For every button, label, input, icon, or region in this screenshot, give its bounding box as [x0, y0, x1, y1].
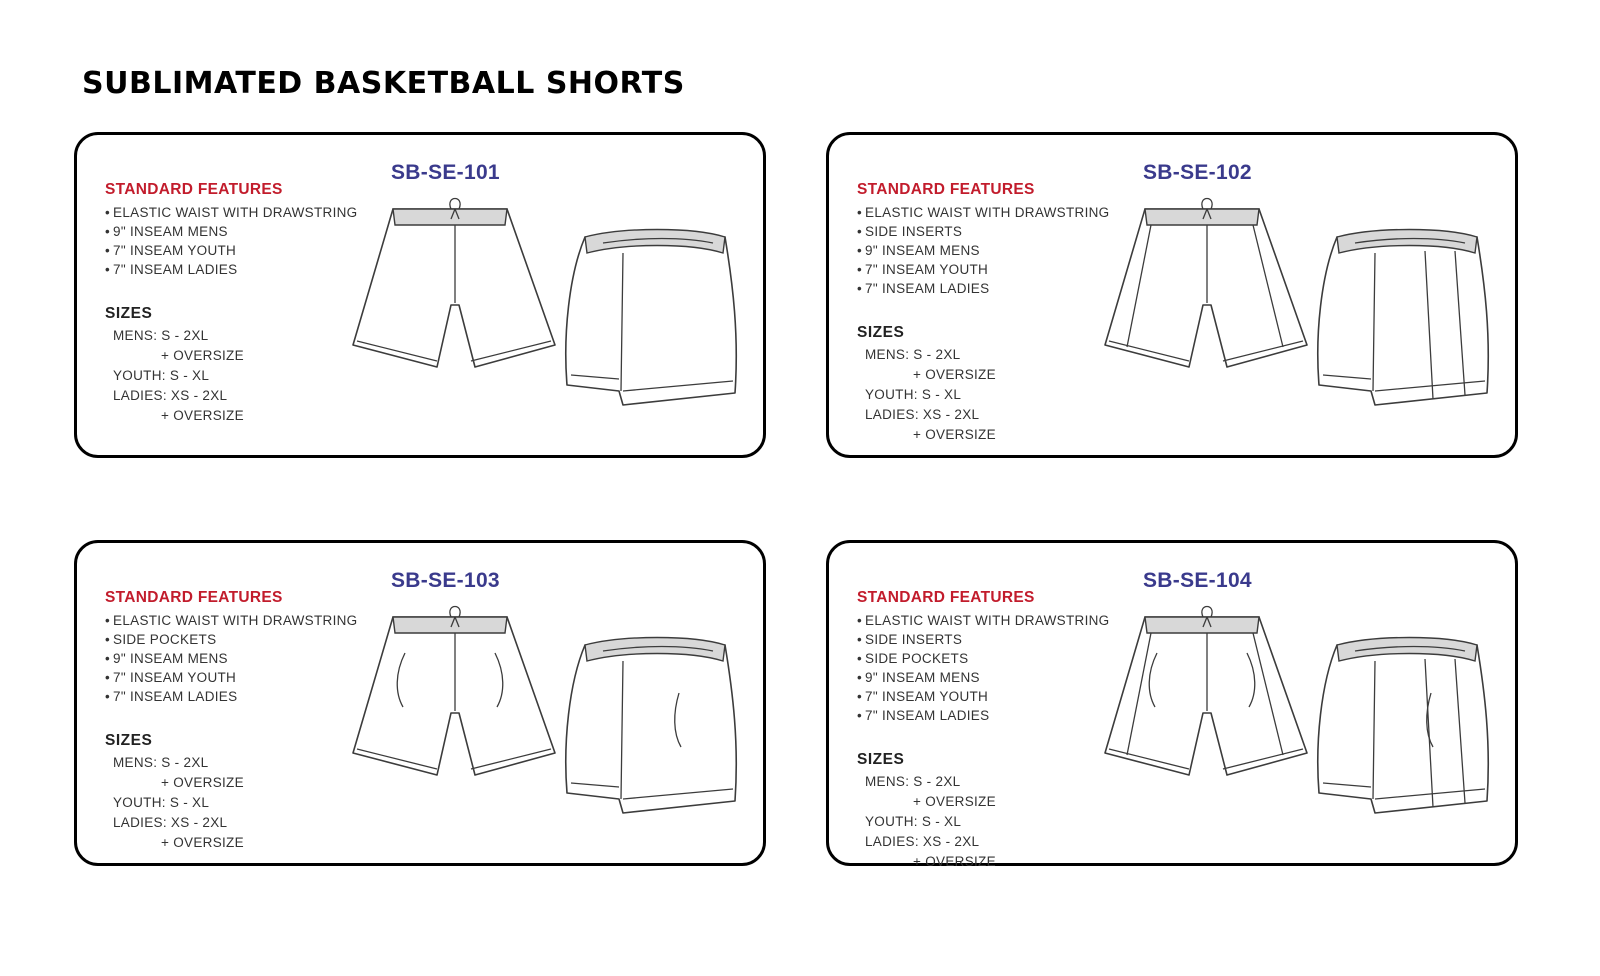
bullet-icon: •: [105, 224, 111, 239]
feature-item: [105, 203, 375, 222]
product-card-sb-se-104: [826, 540, 1518, 869]
shorts-front-illustration: [1097, 603, 1317, 793]
bullet-icon: •: [105, 689, 111, 704]
size-youth: YOUTH: S - XL: [865, 814, 962, 829]
bullet-icon: •: [105, 632, 111, 647]
bullet-icon: •: [857, 670, 863, 685]
size-mens-extra: + OVERSIZE: [161, 775, 244, 790]
size-youth: YOUTH: S - XL: [113, 368, 210, 383]
features-heading: STANDARD FEATURES: [857, 589, 1035, 606]
bullet-icon: •: [105, 670, 111, 685]
sizes-list: [857, 772, 1127, 872]
shorts-side-illustration: [563, 215, 743, 415]
product-info: [105, 181, 375, 426]
feature-text: 9" INSEAM MENS: [865, 670, 980, 685]
size-youth: YOUTH: S - XL: [113, 795, 210, 810]
feature-text: 9" INSEAM MENS: [113, 224, 228, 239]
size-ladies-extra: + OVERSIZE: [161, 835, 244, 850]
size-ladies-extra: + OVERSIZE: [913, 427, 996, 442]
feature-item: [105, 668, 375, 687]
shorts-side-illustration: [563, 623, 743, 823]
feature-item: [857, 630, 1127, 649]
features-list: [105, 203, 375, 279]
product-card-sb-se-101: [74, 132, 766, 458]
features-heading: STANDARD FEATURES: [857, 181, 1035, 198]
size-mens-extra: + OVERSIZE: [913, 367, 996, 382]
product-info: [857, 181, 1127, 445]
size-mens: MENS: S - 2XL: [865, 347, 961, 362]
feature-text: ELASTIC WAIST WITH DRAWSTRING: [113, 613, 358, 628]
product-info: [105, 589, 375, 853]
feature-item: [857, 279, 1127, 298]
feature-text: SIDE INSERTS: [865, 224, 963, 239]
features-list: [857, 203, 1127, 298]
shorts-side-illustration: [1315, 623, 1495, 823]
size-youth: YOUTH: S - XL: [865, 387, 962, 402]
feature-item: [857, 649, 1127, 668]
feature-item: [105, 611, 375, 630]
bullet-icon: •: [105, 651, 111, 666]
feature-item: [857, 222, 1127, 241]
sizes-heading: SIZES: [105, 305, 153, 322]
feature-text: 9" INSEAM MENS: [113, 651, 228, 666]
size-ladies: LADIES: XS - 2XL: [865, 407, 980, 422]
feature-item: [857, 203, 1127, 222]
feature-item: [857, 260, 1127, 279]
page-title: SUBLIMATED BASKETBALL SHORTS: [82, 66, 685, 101]
feature-text: 7" INSEAM LADIES: [113, 262, 238, 277]
feature-item: [105, 222, 375, 241]
model-code: SB-SE-103: [391, 569, 500, 592]
bullet-icon: •: [857, 205, 863, 220]
shorts-front-illustration: [1097, 195, 1317, 385]
size-mens: MENS: S - 2XL: [113, 328, 209, 343]
feature-text: SIDE POCKETS: [113, 632, 217, 647]
model-code: SB-SE-104: [1143, 569, 1252, 592]
size-mens-extra: + OVERSIZE: [913, 794, 996, 809]
feature-text: 7" INSEAM LADIES: [113, 689, 238, 704]
bullet-icon: •: [105, 613, 111, 628]
model-code: SB-SE-101: [391, 161, 500, 184]
bullet-icon: •: [857, 224, 863, 239]
bullet-icon: •: [857, 262, 863, 277]
feature-item: [105, 687, 375, 706]
feature-text: SIDE POCKETS: [865, 651, 969, 666]
feature-item: [857, 611, 1127, 630]
features-list: [857, 611, 1127, 725]
size-mens: MENS: S - 2XL: [865, 774, 961, 789]
feature-text: 7" INSEAM LADIES: [865, 281, 990, 296]
size-mens: MENS: S - 2XL: [113, 755, 209, 770]
feature-item: [857, 241, 1127, 260]
product-info: [857, 589, 1127, 872]
feature-text: ELASTIC WAIST WITH DRAWSTRING: [113, 205, 358, 220]
sizes-list: [105, 326, 375, 426]
feature-item: [857, 687, 1127, 706]
feature-text: 7" INSEAM YOUTH: [865, 689, 989, 704]
bullet-icon: •: [105, 262, 111, 277]
feature-text: ELASTIC WAIST WITH DRAWSTRING: [865, 613, 1110, 628]
product-card-sb-se-102: [826, 132, 1518, 458]
bullet-icon: •: [105, 205, 111, 220]
sizes-heading: SIZES: [857, 751, 905, 768]
feature-item: [857, 706, 1127, 725]
size-ladies: LADIES: XS - 2XL: [865, 834, 980, 849]
size-ladies-extra: + OVERSIZE: [913, 854, 996, 869]
features-heading: STANDARD FEATURES: [105, 589, 283, 606]
size-ladies-extra: + OVERSIZE: [161, 408, 244, 423]
bullet-icon: •: [857, 613, 863, 628]
sizes-heading: SIZES: [105, 732, 153, 749]
feature-item: [105, 241, 375, 260]
bullet-icon: •: [857, 708, 863, 723]
feature-text: ELASTIC WAIST WITH DRAWSTRING: [865, 205, 1110, 220]
bullet-icon: •: [857, 281, 863, 296]
feature-item: [105, 260, 375, 279]
size-ladies: LADIES: XS - 2XL: [113, 815, 228, 830]
sizes-heading: SIZES: [857, 324, 905, 341]
feature-text: SIDE INSERTS: [865, 632, 963, 647]
product-card-sb-se-103: [74, 540, 766, 866]
bullet-icon: •: [857, 243, 863, 258]
features-heading: STANDARD FEATURES: [105, 181, 283, 198]
bullet-icon: •: [857, 632, 863, 647]
feature-item: [857, 668, 1127, 687]
feature-text: 9" INSEAM MENS: [865, 243, 980, 258]
features-list: [105, 611, 375, 706]
model-code: SB-SE-102: [1143, 161, 1252, 184]
feature-text: 7" INSEAM YOUTH: [113, 243, 237, 258]
bullet-icon: •: [105, 243, 111, 258]
bullet-icon: •: [857, 689, 863, 704]
feature-text: 7" INSEAM YOUTH: [113, 670, 237, 685]
sizes-list: [105, 753, 375, 853]
shorts-side-illustration: [1315, 215, 1495, 415]
size-mens-extra: + OVERSIZE: [161, 348, 244, 363]
feature-item: [105, 630, 375, 649]
feature-text: 7" INSEAM LADIES: [865, 708, 990, 723]
size-ladies: LADIES: XS - 2XL: [113, 388, 228, 403]
shorts-front-illustration: [345, 195, 565, 385]
feature-item: [105, 649, 375, 668]
bullet-icon: •: [857, 651, 863, 666]
shorts-front-illustration: [345, 603, 565, 793]
feature-text: 7" INSEAM YOUTH: [865, 262, 989, 277]
sizes-list: [857, 345, 1127, 445]
